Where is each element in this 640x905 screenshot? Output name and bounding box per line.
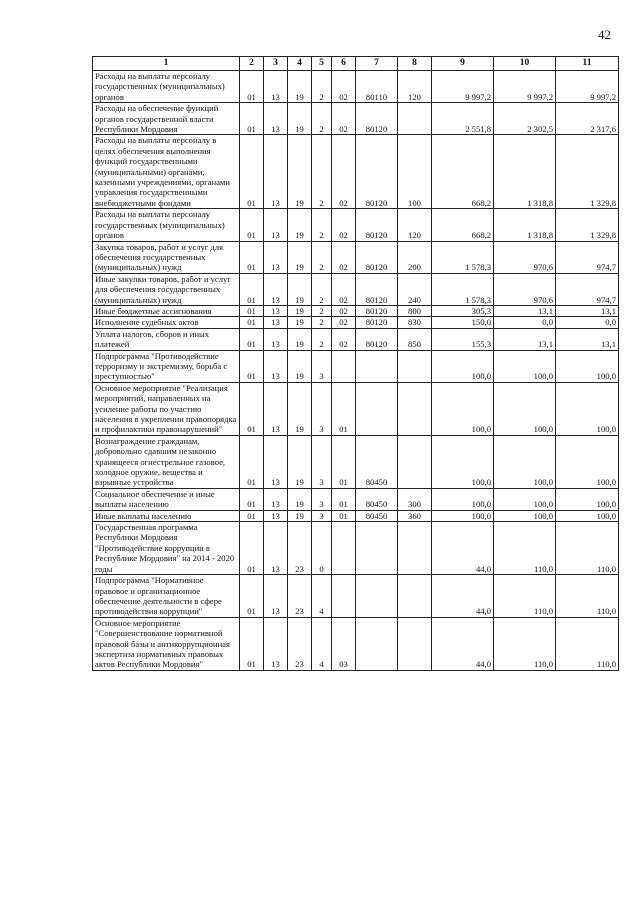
amount-col-9: 100,0 xyxy=(432,510,494,521)
table-row xyxy=(93,273,619,305)
amount-col-10: 1 318,8 xyxy=(494,135,556,209)
subprogram-code: 4 xyxy=(312,617,332,670)
subprogram-code: 3 xyxy=(312,350,332,382)
subprogram-code: 2 xyxy=(312,71,332,103)
subprogram-code: 4 xyxy=(312,575,332,618)
column-header: 5 xyxy=(312,57,332,71)
expense-type-code: 800 xyxy=(398,305,432,316)
subprogram-code: 2 xyxy=(312,273,332,305)
column-header: 10 xyxy=(494,57,556,71)
table-row xyxy=(93,575,619,618)
activity-code: 02 xyxy=(332,241,356,273)
table-row xyxy=(93,617,619,670)
amount-col-9: 100,0 xyxy=(432,488,494,510)
subsection-code: 13 xyxy=(264,350,288,382)
amount-col-9: 9 997,2 xyxy=(432,71,494,103)
expense-name: Государственная программа Республики Мордовия "Противодействие коррупции в Республике Мордовия" на 2014 - 2020 годы xyxy=(93,522,240,575)
expense-name: Основное мероприятие "Совершенствование нормативной правовой базы и антикоррупционная экспертиза нормативных правовых актов Республики Мордовия" xyxy=(93,617,240,670)
expense-name: Иные бюджетные ассигнования xyxy=(93,305,240,316)
expense-type-code xyxy=(398,435,432,488)
section-code: 01 xyxy=(240,510,264,521)
expense-name: Расходы на выплаты персоналу в целях обеспечения выполнения функций государственными (муниципальными) органами, казенными учреждениями, органами управления государственными внебюджетными фондами xyxy=(93,135,240,209)
amount-col-10: 0,0 xyxy=(494,317,556,328)
table-row xyxy=(93,241,619,273)
expense-type-code: 360 xyxy=(398,510,432,521)
section-code: 01 xyxy=(240,575,264,618)
target-code xyxy=(356,522,398,575)
target-code xyxy=(356,382,398,435)
amount-col-10: 970,6 xyxy=(494,241,556,273)
target-code xyxy=(356,575,398,618)
amount-col-11: 13,1 xyxy=(556,328,619,350)
program-code: 19 xyxy=(288,103,312,135)
expense-name: Исполнение судебных актов xyxy=(93,317,240,328)
table-row xyxy=(93,435,619,488)
amount-col-9: 305,3 xyxy=(432,305,494,316)
program-code: 19 xyxy=(288,209,312,241)
activity-code: 01 xyxy=(332,382,356,435)
amount-col-10: 100,0 xyxy=(494,350,556,382)
expense-type-code xyxy=(398,617,432,670)
expense-type-code xyxy=(398,382,432,435)
activity-code: 02 xyxy=(332,209,356,241)
column-header: 9 xyxy=(432,57,494,71)
amount-col-11: 2 317,6 xyxy=(556,103,619,135)
subprogram-code: 2 xyxy=(312,103,332,135)
amount-col-9: 668,2 xyxy=(432,135,494,209)
column-header: 8 xyxy=(398,57,432,71)
target-code xyxy=(356,617,398,670)
section-code: 01 xyxy=(240,617,264,670)
amount-col-10: 100,0 xyxy=(494,488,556,510)
subprogram-code: 2 xyxy=(312,135,332,209)
subsection-code: 13 xyxy=(264,522,288,575)
subsection-code: 13 xyxy=(264,617,288,670)
column-header: 3 xyxy=(264,57,288,71)
target-code: 80450 xyxy=(356,488,398,510)
expense-type-code: 240 xyxy=(398,273,432,305)
activity-code: 01 xyxy=(332,510,356,521)
activity-code: 02 xyxy=(332,317,356,328)
column-header: 1 xyxy=(93,57,240,71)
table-row xyxy=(93,209,619,241)
column-header: 2 xyxy=(240,57,264,71)
table-row xyxy=(93,510,619,521)
amount-col-9: 1 578,3 xyxy=(432,273,494,305)
amount-col-11: 110,0 xyxy=(556,617,619,670)
subsection-code: 13 xyxy=(264,103,288,135)
program-code: 19 xyxy=(288,241,312,273)
section-code: 01 xyxy=(240,135,264,209)
expense-name: Уплата налогов, сборов и иных платежей xyxy=(93,328,240,350)
program-code: 23 xyxy=(288,575,312,618)
table-row xyxy=(93,328,619,350)
section-code: 01 xyxy=(240,317,264,328)
subprogram-code: 2 xyxy=(312,209,332,241)
amount-col-9: 150,0 xyxy=(432,317,494,328)
program-code: 19 xyxy=(288,317,312,328)
expense-name: Закупка товаров, работ и услуг для обеспечения государственных (муниципальных) нужд xyxy=(93,241,240,273)
activity-code: 01 xyxy=(332,435,356,488)
amount-col-10: 2 302,5 xyxy=(494,103,556,135)
expense-type-code xyxy=(398,350,432,382)
activity-code: 03 xyxy=(332,617,356,670)
target-code: 80110 xyxy=(356,71,398,103)
activity-code: 02 xyxy=(332,71,356,103)
table-row xyxy=(93,71,619,103)
subsection-code: 13 xyxy=(264,435,288,488)
amount-col-11: 110,0 xyxy=(556,522,619,575)
table-row xyxy=(93,350,619,382)
target-code: 80120 xyxy=(356,273,398,305)
target-code xyxy=(356,350,398,382)
table-row xyxy=(93,382,619,435)
subsection-code: 13 xyxy=(264,488,288,510)
expense-name: Социальное обеспечение и иные выплаты населению xyxy=(93,488,240,510)
expense-name: Подпрограмма "Нормативное правовое и организационное обеспечение деятельности в сфере противодействия коррупции" xyxy=(93,575,240,618)
activity-code xyxy=(332,575,356,618)
budget-table xyxy=(92,56,619,671)
page-number: 42 xyxy=(598,27,611,42)
amount-col-11: 100,0 xyxy=(556,350,619,382)
amount-col-11: 974,7 xyxy=(556,241,619,273)
program-code: 23 xyxy=(288,617,312,670)
subprogram-code: 3 xyxy=(312,382,332,435)
target-code: 80120 xyxy=(356,135,398,209)
table-body xyxy=(93,71,619,671)
subprogram-code: 3 xyxy=(312,510,332,521)
expense-type-code: 120 xyxy=(398,71,432,103)
expense-name: Расходы на выплаты персоналу государственных (муниципальных) органов xyxy=(93,209,240,241)
amount-col-9: 2 551,8 xyxy=(432,103,494,135)
target-code: 80450 xyxy=(356,435,398,488)
subsection-code: 13 xyxy=(264,241,288,273)
subsection-code: 13 xyxy=(264,317,288,328)
program-code: 19 xyxy=(288,305,312,316)
section-code: 01 xyxy=(240,488,264,510)
expense-type-code xyxy=(398,103,432,135)
subsection-code: 13 xyxy=(264,328,288,350)
section-code: 01 xyxy=(240,382,264,435)
column-header: 7 xyxy=(356,57,398,71)
table-row xyxy=(93,317,619,328)
program-code: 19 xyxy=(288,350,312,382)
amount-col-9: 100,0 xyxy=(432,350,494,382)
activity-code: 02 xyxy=(332,135,356,209)
amount-col-9: 1 578,3 xyxy=(432,241,494,273)
section-code: 01 xyxy=(240,522,264,575)
subsection-code: 13 xyxy=(264,209,288,241)
program-code: 19 xyxy=(288,71,312,103)
program-code: 19 xyxy=(288,488,312,510)
amount-col-11: 9 997,2 xyxy=(556,71,619,103)
amount-col-10: 100,0 xyxy=(494,435,556,488)
activity-code: 01 xyxy=(332,488,356,510)
amount-col-10: 110,0 xyxy=(494,617,556,670)
section-code: 01 xyxy=(240,71,264,103)
program-code: 19 xyxy=(288,510,312,521)
amount-col-11: 1 329,8 xyxy=(556,209,619,241)
subprogram-code: 3 xyxy=(312,435,332,488)
amount-col-9: 44,0 xyxy=(432,575,494,618)
column-header: 4 xyxy=(288,57,312,71)
amount-col-11: 0,0 xyxy=(556,317,619,328)
expense-type-code: 100 xyxy=(398,135,432,209)
subsection-code: 13 xyxy=(264,510,288,521)
expense-type-code: 850 xyxy=(398,328,432,350)
activity-code: 02 xyxy=(332,103,356,135)
activity-code: 02 xyxy=(332,328,356,350)
section-code: 01 xyxy=(240,273,264,305)
table-row xyxy=(93,522,619,575)
activity-code xyxy=(332,522,356,575)
table-header-row xyxy=(93,57,619,71)
amount-col-10: 13,1 xyxy=(494,305,556,316)
program-code: 19 xyxy=(288,273,312,305)
table-row xyxy=(93,103,619,135)
amount-col-11: 100,0 xyxy=(556,488,619,510)
amount-col-10: 9 997,2 xyxy=(494,71,556,103)
target-code: 80120 xyxy=(356,103,398,135)
section-code: 01 xyxy=(240,241,264,273)
amount-col-11: 1 329,8 xyxy=(556,135,619,209)
program-code: 23 xyxy=(288,522,312,575)
program-code: 19 xyxy=(288,382,312,435)
table-row xyxy=(93,488,619,510)
expense-type-code xyxy=(398,575,432,618)
amount-col-9: 155,3 xyxy=(432,328,494,350)
amount-col-9: 100,0 xyxy=(432,382,494,435)
expense-type-code: 120 xyxy=(398,209,432,241)
expense-type-code: 300 xyxy=(398,488,432,510)
subprogram-code: 3 xyxy=(312,488,332,510)
expense-name: Расходы на обеспечение функций органов государственной власти Республики Мордовия xyxy=(93,103,240,135)
amount-col-10: 110,0 xyxy=(494,522,556,575)
amount-col-10: 13,1 xyxy=(494,328,556,350)
amount-col-9: 668,2 xyxy=(432,209,494,241)
program-code: 19 xyxy=(288,135,312,209)
amount-col-10: 100,0 xyxy=(494,382,556,435)
subsection-code: 13 xyxy=(264,135,288,209)
amount-col-11: 974,7 xyxy=(556,273,619,305)
amount-col-11: 110,0 xyxy=(556,575,619,618)
section-code: 01 xyxy=(240,435,264,488)
subsection-code: 13 xyxy=(264,305,288,316)
column-header: 6 xyxy=(332,57,356,71)
amount-col-11: 13,1 xyxy=(556,305,619,316)
column-header: 11 xyxy=(556,57,619,71)
amount-col-10: 110,0 xyxy=(494,575,556,618)
subsection-code: 13 xyxy=(264,575,288,618)
amount-col-9: 44,0 xyxy=(432,522,494,575)
activity-code: 02 xyxy=(332,305,356,316)
subprogram-code: 2 xyxy=(312,317,332,328)
section-code: 01 xyxy=(240,350,264,382)
expense-name: Подпрограмма "Противодействие терроризму и экстремизму, борьба с преступностью" xyxy=(93,350,240,382)
target-code: 80120 xyxy=(356,317,398,328)
subprogram-code: 2 xyxy=(312,305,332,316)
expense-name: Вознаграждение гражданам, добровольно сдавшим незаконно хранящееся огнестрельное газовое, холодное оружие, вещества и взрывные устройства xyxy=(93,435,240,488)
target-code: 80120 xyxy=(356,328,398,350)
expense-name: Иные выплаты населению xyxy=(93,510,240,521)
amount-col-11: 100,0 xyxy=(556,382,619,435)
section-code: 01 xyxy=(240,209,264,241)
table-row xyxy=(93,135,619,209)
subsection-code: 13 xyxy=(264,273,288,305)
subsection-code: 13 xyxy=(264,71,288,103)
expense-name: Расходы на выплаты персоналу государственных (муниципальных) органов xyxy=(93,71,240,103)
section-code: 01 xyxy=(240,103,264,135)
subprogram-code: 2 xyxy=(312,241,332,273)
section-code: 01 xyxy=(240,305,264,316)
activity-code xyxy=(332,350,356,382)
target-code: 80120 xyxy=(356,209,398,241)
expense-type-code xyxy=(398,522,432,575)
subsection-code: 13 xyxy=(264,382,288,435)
amount-col-11: 100,0 xyxy=(556,435,619,488)
expense-type-code: 830 xyxy=(398,317,432,328)
subprogram-code: 0 xyxy=(312,522,332,575)
amount-col-10: 970,6 xyxy=(494,273,556,305)
target-code: 80120 xyxy=(356,305,398,316)
amount-col-9: 100,0 xyxy=(432,435,494,488)
subprogram-code: 2 xyxy=(312,328,332,350)
amount-col-10: 100,0 xyxy=(494,510,556,521)
target-code: 80120 xyxy=(356,241,398,273)
program-code: 19 xyxy=(288,435,312,488)
amount-col-10: 1 318,8 xyxy=(494,209,556,241)
expense-type-code: 200 xyxy=(398,241,432,273)
expense-name: Основное мероприятие "Реализация мероприятий, направленных на усиление работы по участию населения в укреплении правопорядка и профилактики правонарушений" xyxy=(93,382,240,435)
amount-col-11: 100,0 xyxy=(556,510,619,521)
target-code: 80450 xyxy=(356,510,398,521)
activity-code: 02 xyxy=(332,273,356,305)
section-code: 01 xyxy=(240,328,264,350)
table-row xyxy=(93,305,619,316)
program-code: 19 xyxy=(288,328,312,350)
expense-name: Иные закупки товаров, работ и услуг для обеспечения государственных (муниципальных) нужд xyxy=(93,273,240,305)
amount-col-9: 44,0 xyxy=(432,617,494,670)
